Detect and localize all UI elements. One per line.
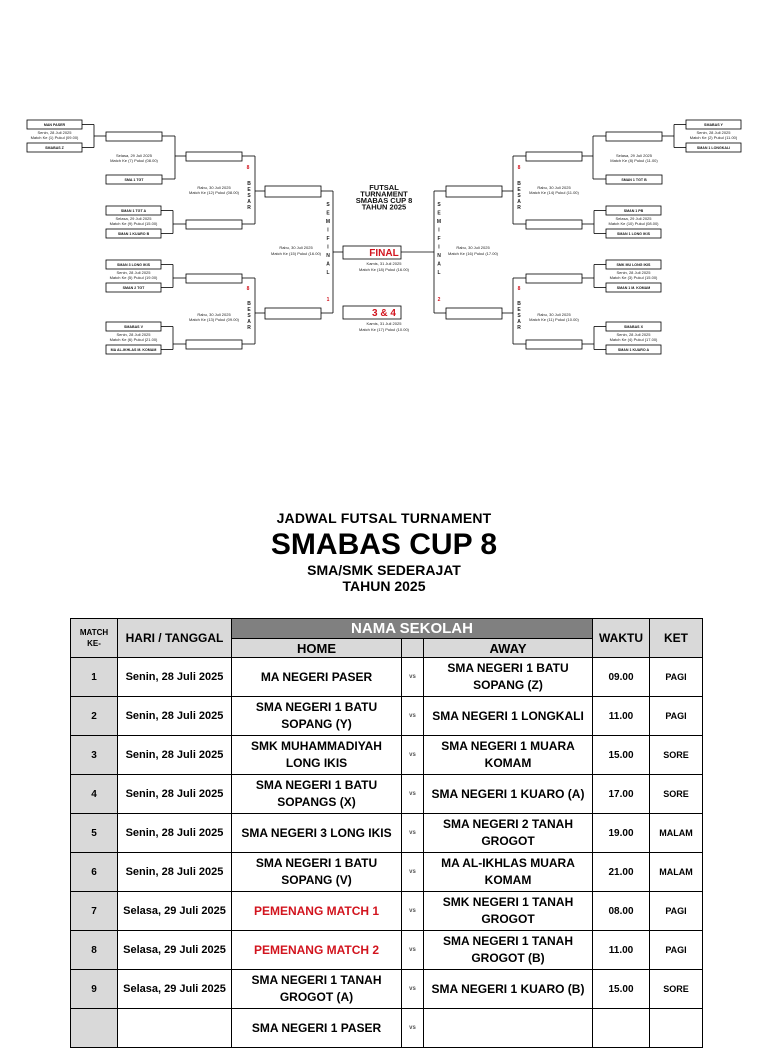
final-date: Kamis, 31 Juli 2025	[366, 261, 402, 266]
semi-final-label: S	[437, 202, 441, 208]
match-info: Match Ke (1) Pukul (09.00)	[30, 135, 79, 140]
away-team-cell: SMA NEGERI 1 KUARO (A)	[424, 775, 593, 814]
date-cell: Senin, 28 Juli 2025	[118, 697, 232, 736]
round-label-besar: A	[247, 319, 251, 325]
table-row	[71, 892, 703, 931]
home-team-cell: SMA NEGERI 1 BATU SOPANGS (X)	[232, 775, 402, 814]
round-label-besar: A	[247, 199, 251, 205]
round-label-besar: B	[247, 181, 251, 187]
away-team-cell: SMK NEGERI 1 TANAH GROGOT	[424, 892, 593, 931]
header-match-line2: KE-	[87, 639, 101, 648]
schedule-year: TAHUN 2025	[342, 578, 426, 594]
semi-final-label: M	[436, 219, 442, 225]
round-label-besar: E	[517, 307, 521, 313]
home-team-cell: SMA NEGERI 1 BATU SOPANG (V)	[232, 853, 402, 892]
match-info: Match Ke (9) Pukul (15.00)	[109, 221, 158, 226]
header-away: AWAY	[424, 639, 593, 658]
match-date: Rabu, 30 Juli 2025	[537, 185, 571, 190]
vs-cell: vs	[402, 775, 424, 814]
team-name: SMABAS V	[124, 325, 143, 329]
header-school: NAMA SEKOLAH	[232, 619, 593, 639]
table-row	[71, 814, 703, 853]
header-match-no	[71, 619, 118, 658]
header-vs-spacer	[402, 639, 424, 658]
date-cell: Senin, 28 Juli 2025	[118, 814, 232, 853]
table-row	[71, 1009, 703, 1048]
round-label-besar: S	[247, 313, 251, 319]
time-cell: 19.00	[593, 814, 650, 853]
round-number: 8	[517, 165, 521, 171]
round-number: 8	[246, 286, 250, 292]
round-label-besar: E	[247, 187, 251, 193]
winner-slot	[186, 152, 242, 161]
away-team-cell: SMA NEGERI 1 LONGKALI	[424, 697, 593, 736]
schedule-heading: JADWAL FUTSAL TURNAMENT	[276, 510, 492, 526]
date-cell: Senin, 28 Juli 2025	[118, 775, 232, 814]
note-cell	[650, 1009, 703, 1048]
team-name: SMAN 3 LONG IKIS	[117, 263, 150, 267]
match-date: Rabu, 30 Juli 2025	[537, 312, 571, 317]
semi-slot	[446, 308, 502, 319]
schedule-subtitle: SMA/SMK SEDERAJAT	[307, 562, 461, 578]
match-info: Match Ke (12) Pukul (08.00)	[188, 190, 240, 195]
match-number-cell: 1	[71, 658, 118, 697]
round-label-besar: E	[517, 187, 521, 193]
home-team-cell: SMA NEGERI 1 PASER	[232, 1009, 402, 1048]
match-date: Selasa, 29 Juli 2025	[115, 153, 153, 158]
away-team-cell: SMA NEGERI 1 TANAH GROGOT (B)	[424, 931, 593, 970]
round-label-besar: S	[247, 193, 251, 199]
team-name: SMK MU LONG IKIS	[616, 263, 651, 267]
round-label-besar: R	[517, 325, 521, 331]
vs-cell: vs	[402, 697, 424, 736]
match-number-cell: 8	[71, 931, 118, 970]
date-cell: Senin, 28 Juli 2025	[118, 658, 232, 697]
tournament-bracket	[0, 100, 768, 400]
match-date: Senin, 28 Juli 2025	[696, 130, 731, 135]
team-name: SMAN 1 M. KOMAM	[616, 286, 651, 290]
time-cell: 15.00	[593, 736, 650, 775]
away-team-cell: SMA NEGERI 2 TANAH GROGOT	[424, 814, 593, 853]
match-info: Match Ke (10) Pukul (08.00)	[608, 221, 659, 226]
table-row	[71, 697, 703, 736]
round-number: 8	[517, 286, 521, 292]
semi-slot	[265, 308, 321, 319]
match-info: Match Ke (4) Pukul (17.00)	[609, 337, 658, 342]
winner-slot	[526, 152, 582, 161]
semi-slot	[265, 186, 321, 197]
vs-cell: vs	[402, 814, 424, 853]
team-name: SMAN 2 TGT	[122, 286, 145, 290]
match-number-cell: 4	[71, 775, 118, 814]
vs-cell: vs	[402, 658, 424, 697]
table-row	[71, 658, 703, 697]
team-name: MA AL-IKHLAS M. KOMAM	[110, 348, 157, 352]
match-number-cell: 3	[71, 736, 118, 775]
time-cell: 21.00	[593, 853, 650, 892]
match-info: Match Ke (11) Pukul (10.00)	[529, 317, 579, 322]
away-team-cell	[424, 1009, 593, 1048]
time-cell: 11.00	[593, 697, 650, 736]
match-date: Rabu, 30 Juli 2025	[279, 245, 313, 250]
semi-final-label: F	[437, 236, 441, 242]
team-name: SMAN 1 TGT A	[120, 209, 147, 213]
away-team-cell: SMA NEGERI 1 BATU SOPANG (Z)	[424, 658, 593, 697]
team-name: SMAN 1 PB	[623, 209, 644, 213]
semi-final-label: L	[437, 270, 441, 276]
date-cell: Selasa, 29 Juli 2025	[118, 931, 232, 970]
match-date: Senin, 28 Juli 2025	[616, 332, 651, 337]
time-cell: 09.00	[593, 658, 650, 697]
schedule-header	[0, 510, 768, 594]
round-label-besar: S	[517, 313, 521, 319]
semi-final-label: L	[326, 270, 330, 276]
match-date: Selasa, 29 Juli 2025	[615, 153, 653, 158]
home-team-cell: MA NEGERI PASER	[232, 658, 402, 697]
match-info: Match Ke (13) Pukul (09.00)	[188, 317, 240, 322]
header-time: WAKTU	[593, 619, 650, 658]
semi-number: 2	[437, 297, 441, 303]
header-note: KET	[650, 619, 703, 658]
note-cell: MALAM	[650, 853, 703, 892]
round-label-besar: R	[247, 205, 251, 211]
round-label-besar: B	[517, 181, 521, 187]
round-label-besar: E	[247, 307, 251, 313]
schedule-table	[70, 618, 703, 1048]
table-row	[71, 853, 703, 892]
time-cell: 17.00	[593, 775, 650, 814]
vs-cell: vs	[402, 736, 424, 775]
note-cell: PAGI	[650, 892, 703, 931]
match-number-cell: 6	[71, 853, 118, 892]
semi-final-label: I	[438, 227, 440, 234]
match-date: Selasa, 29 Juli 2025	[115, 216, 152, 221]
match-date: Rabu, 30 Juli 2025	[197, 312, 231, 317]
round-label-besar: B	[247, 301, 251, 307]
round-label-besar: R	[247, 325, 251, 331]
match-date: Senin, 28 Juli 2025	[37, 130, 72, 135]
note-cell: SORE	[650, 736, 703, 775]
team-name: SMABAS X	[624, 325, 643, 329]
table-row	[71, 970, 703, 1009]
team-name: SMAN 1 KUARO B	[117, 232, 150, 236]
round-number: 8	[246, 165, 250, 171]
semi-final-label: F	[326, 236, 330, 242]
date-cell: Selasa, 29 Juli 2025	[118, 892, 232, 931]
date-cell: Senin, 28 Juli 2025	[118, 736, 232, 775]
date-cell	[118, 1009, 232, 1048]
match-date: Senin, 28 Juli 2025	[116, 332, 151, 337]
table-row	[71, 931, 703, 970]
note-cell: SORE	[650, 970, 703, 1009]
third-place-label: 3 & 4	[372, 308, 396, 319]
away-team-cell: SMA NEGERI 1 MUARA KOMAM	[424, 736, 593, 775]
time-cell: 15.00	[593, 970, 650, 1009]
bracket-title: TAHUN 2025	[361, 202, 407, 212]
round-label-besar: A	[517, 319, 521, 325]
match-info: Match Ke (15) Pukul (16.00)	[270, 251, 322, 256]
match-date: Rabu, 30 Juli 2025	[197, 185, 231, 190]
winner-slot	[526, 274, 582, 283]
vs-cell: vs	[402, 931, 424, 970]
semi-final-label: S	[326, 202, 330, 208]
winner-slot	[106, 132, 162, 141]
match-info: Match Ke (7) Pukul (08.00)	[110, 158, 158, 163]
round-label-besar: S	[517, 193, 521, 199]
winner-slot	[526, 220, 582, 229]
semi-final-label: A	[326, 261, 330, 268]
semi-final-label: E	[326, 210, 330, 217]
semi-final-label: I	[327, 244, 329, 251]
match-info: Match Ke (6) Pukul (21.00)	[109, 337, 158, 342]
match-info: Match Ke (14) Pukul (11.00)	[529, 190, 579, 195]
semi-number: 1	[326, 297, 330, 303]
winner-slot	[186, 274, 242, 283]
note-cell: PAGI	[650, 697, 703, 736]
semi-final-label: A	[437, 261, 441, 268]
team-name: SMAN 1 LONG IKIS	[617, 232, 650, 236]
home-team-cell: SMA NEGERI 3 LONG IKIS	[232, 814, 402, 853]
vs-cell: vs	[402, 970, 424, 1009]
team-name: SMA 1 TGT	[124, 178, 144, 182]
header-match-line1: MATCH	[79, 628, 109, 637]
round-label-besar: B	[517, 301, 521, 307]
vs-cell: vs	[402, 1009, 424, 1048]
match-number-cell: 7	[71, 892, 118, 931]
third-place-match-info: Match Ke (17) Pukul (10.00)	[358, 327, 410, 332]
match-date: Senin, 28 Juli 2025	[116, 270, 151, 275]
vs-cell: vs	[402, 853, 424, 892]
match-info: Match Ke (16) Pukul (17.00)	[447, 251, 499, 256]
home-team-cell: SMK MUHAMMADIYAH LONG IKIS	[232, 736, 402, 775]
bracket-title: SMABAS CUP 8	[355, 196, 413, 205]
final-label: FINAL	[369, 248, 399, 259]
semi-final-label: N	[437, 253, 441, 259]
note-cell: PAGI	[650, 658, 703, 697]
team-name: SMAN 1 TGT B	[621, 178, 647, 182]
match-number-cell: 2	[71, 697, 118, 736]
semi-final-label: M	[325, 219, 331, 225]
team-name: SMAN 1 KUARO A	[617, 348, 650, 352]
winner-slot	[606, 132, 662, 141]
third-place-date: Kamis, 31 Juli 2025	[366, 321, 402, 326]
vs-cell: vs	[402, 892, 424, 931]
semi-slot	[446, 186, 502, 197]
semi-final-label: I	[327, 227, 329, 234]
table-row	[71, 736, 703, 775]
match-date: Rabu, 30 Juli 2025	[456, 245, 490, 250]
date-cell: Selasa, 29 Juli 2025	[118, 970, 232, 1009]
match-info: Match Ke (8) Pukul (11.00)	[610, 158, 658, 163]
time-cell	[593, 1009, 650, 1048]
match-info: Match Ke (5) Pukul (19.00)	[109, 275, 158, 280]
time-cell: 11.00	[593, 931, 650, 970]
home-team-cell: SMA NEGERI 1 BATU SOPANG (Y)	[232, 697, 402, 736]
team-name: SMABAS Y	[704, 123, 723, 127]
home-team-cell: SMA NEGERI 1 TANAH GROGOT (A)	[232, 970, 402, 1009]
bracket-diagram	[0, 100, 768, 400]
semi-final-label: I	[438, 244, 440, 251]
time-cell: 08.00	[593, 892, 650, 931]
winner-slot	[526, 340, 582, 349]
team-name: SMAN 1 LONGKALI	[696, 146, 731, 150]
match-date: Selasa, 29 Juli 2025	[615, 216, 652, 221]
note-cell: PAGI	[650, 931, 703, 970]
match-info: Match Ke (2) Pukul (11.00)	[689, 135, 738, 140]
bracket-title: FUTSAL	[369, 183, 399, 192]
match-date: Senin, 28 Juli 2025	[616, 270, 651, 275]
away-team-cell: MA AL-IKHLAS MUARA KOMAM	[424, 853, 593, 892]
away-team-cell: SMA NEGERI 1 KUARO (B)	[424, 970, 593, 1009]
header-home: HOME	[232, 639, 402, 658]
match-number-cell	[71, 1009, 118, 1048]
bracket-title: TURNAMENT	[360, 189, 408, 199]
round-label-besar: A	[517, 199, 521, 205]
schedule-body	[71, 658, 703, 1048]
table-row	[71, 775, 703, 814]
date-cell: Senin, 28 Juli 2025	[118, 853, 232, 892]
schedule-title: SMABAS CUP 8	[270, 528, 498, 561]
home-team-cell: PEMENANG MATCH 2	[232, 931, 402, 970]
winner-slot	[186, 220, 242, 229]
team-name: MAN PASER	[43, 123, 66, 127]
match-info: Match Ke (3) Pukul (15.00)	[609, 275, 658, 280]
team-name: SMABAS Z	[45, 146, 64, 150]
round-label-besar: R	[517, 205, 521, 211]
semi-final-label: E	[437, 210, 441, 217]
semi-final-label: N	[326, 253, 330, 259]
header-day: HARI / TANGGAL	[118, 619, 232, 658]
match-number-cell: 9	[71, 970, 118, 1009]
note-cell: SORE	[650, 775, 703, 814]
final-match-info: Match Ke (18) Pukul (16.00)	[358, 267, 410, 272]
match-number-cell: 5	[71, 814, 118, 853]
winner-slot	[186, 340, 242, 349]
home-team-cell: PEMENANG MATCH 1	[232, 892, 402, 931]
note-cell: MALAM	[650, 814, 703, 853]
